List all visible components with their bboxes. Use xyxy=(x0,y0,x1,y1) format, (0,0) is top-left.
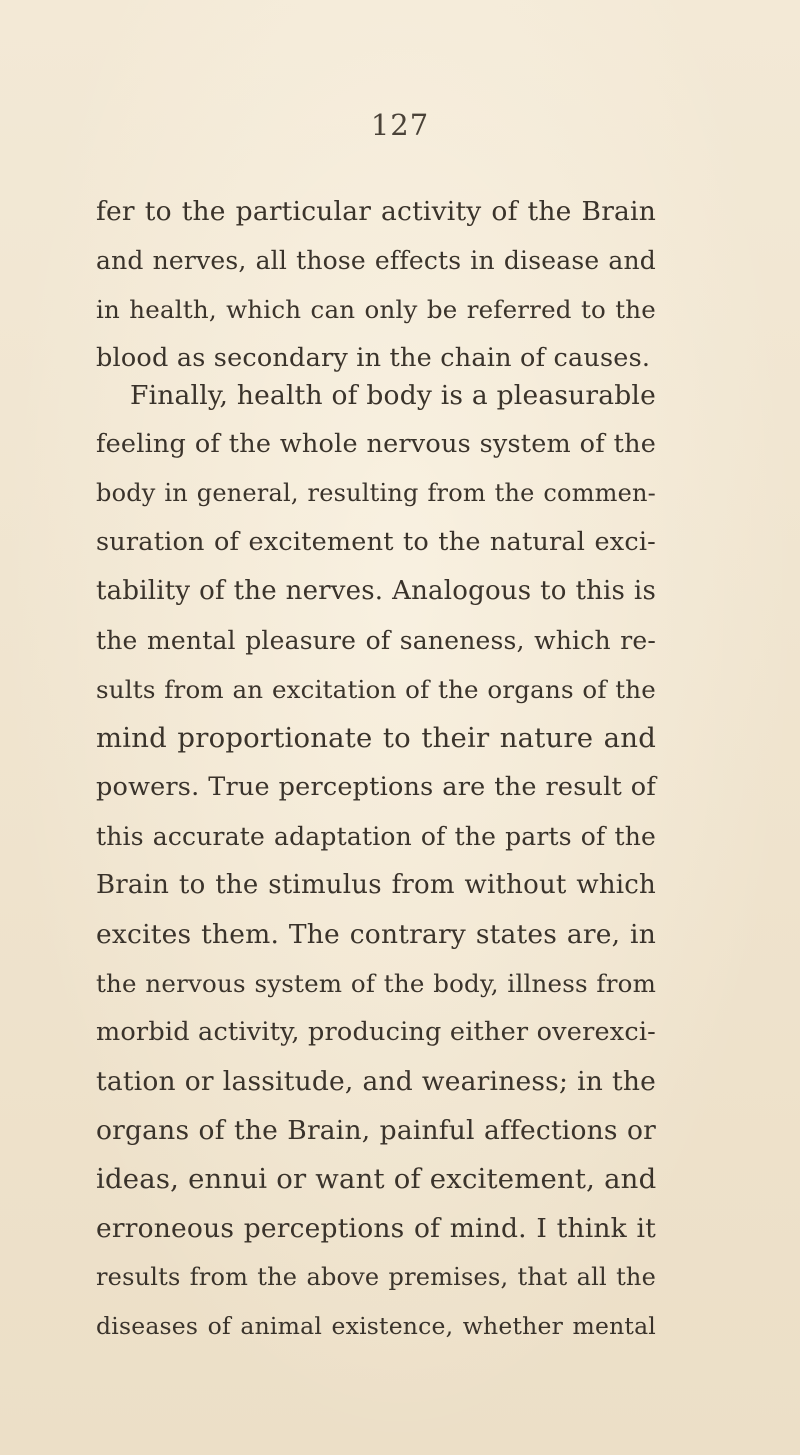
text-line: body in general, resulting from the commen- xyxy=(96,479,656,507)
text-line: ideas, ennui or want of excitement, and xyxy=(96,1163,657,1195)
text-line: fer to the particular activity of the Brain xyxy=(96,196,656,227)
paragraph-2 xyxy=(96,371,656,1351)
text-line: tation or lassitude, and weariness; in the xyxy=(96,1066,656,1097)
text-line: in health, which can only be referred to the xyxy=(96,295,656,324)
text-line: powers. True perceptions are the result of xyxy=(96,772,656,802)
text-line: Finally, health of body is a pleasurable xyxy=(130,380,656,411)
text-line: diseases of animal existence, whether mental xyxy=(96,1312,656,1340)
text-line: the mental pleasure of saneness, which re- xyxy=(96,626,656,655)
text-line: results from the above premises, that all the xyxy=(96,1263,656,1291)
text-line: this accurate adaptation of the parts of the xyxy=(96,822,656,851)
text-line: suration of excitement to the natural exci- xyxy=(96,527,656,557)
text-line: sults from an excitation of the organs of the xyxy=(96,675,656,704)
paragraph-1 xyxy=(96,187,656,383)
text-line: organs of the Brain, painful affections or xyxy=(96,1115,656,1146)
text-line: blood as secondary in the chain of causes. xyxy=(96,343,651,373)
text-line: the nervous system of the body, illness from xyxy=(96,969,656,998)
text-line: Brain to the stimulus from without which xyxy=(96,870,656,900)
text-line: excites them. The contrary states are, in xyxy=(96,919,656,950)
text-line: mind proportionate to their nature and xyxy=(96,722,656,754)
text-line: feeling of the whole nervous system of the xyxy=(96,429,656,459)
page-number: 127 xyxy=(370,108,430,142)
text-line: morbid activity, producing either overexci- xyxy=(96,1017,656,1047)
text-line: and nerves, all those effects in disease and xyxy=(96,246,656,275)
text-line: tability of the nerves. Analogous to this is xyxy=(96,576,656,606)
text-line: erroneous perceptions of mind. I think it xyxy=(96,1213,656,1244)
